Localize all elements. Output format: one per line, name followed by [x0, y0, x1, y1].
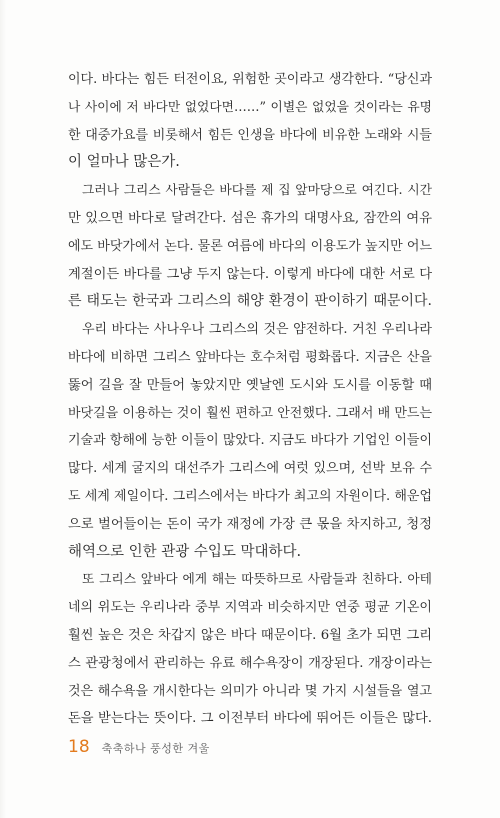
text-line-14: 기술과 항해에 능한 이들이 많았다. 지금도 바다가 기업인 이들이	[68, 433, 432, 449]
text-line-1: 이다. 바다는 힘든 터전이요, 위험한 곳이라고 생각한다. “당신과	[68, 72, 432, 87]
text-line-22: 스 관광청에서 관리하는 유료 해수욕장이 개장된다. 개장이라는	[68, 655, 432, 671]
body-text	[68, 66, 432, 733]
text-line-9: 른 태도는 한국과 그리스의 해양 환경이 판이하기 때문이다.	[68, 293, 432, 310]
text-line-19: 또 그리스 앞바다 에게 해는 따뜻하므로 사람들과 친하다. 아테	[82, 572, 432, 588]
text-line-5: 그러나 그리스 사람들은 바다를 제 집 앞마당으로 여긴다. 시간	[82, 183, 432, 199]
text-line-7: 에도 바닷가에서 논다. 물론 여름에 바다의 이용도가 높지만 어느	[68, 238, 432, 254]
text-line-24: 돈을 받는다는 뜻이다. 그 이전부터 바다에 뛰어든 이들은 많다.	[68, 711, 432, 727]
text-line-4: 이 얼마나 많은가.	[68, 154, 180, 171]
text-line-12: 뚫어 길을 잘 만들어 놓았지만 옛날엔 도시와 도시를 이동할 때	[68, 377, 432, 393]
text-line-20: 네의 위도는 우리나라 중부 지역과 비슷하지만 연중 평균 기온이	[68, 600, 432, 616]
page-footer	[68, 737, 210, 757]
text-line-17: 으로 벌어들이는 돈이 국가 재정에 가장 큰 몫을 차지하고, 청정	[68, 516, 432, 532]
text-line-15: 많다. 세계 굴지의 대선주가 그리스에 여럿 있으며, 선박 보유 수	[68, 461, 432, 477]
text-line-6: 만 있으면 바다로 달려간다. 섬은 휴가의 대명사요, 잠깐의 여유	[68, 210, 432, 226]
text-line-10: 우리 바다는 사나우나 그리스의 것은 얌전하다. 거친 우리나라	[82, 322, 432, 338]
text-line-8: 계절이든 바다를 그냥 두지 않는다. 이렇게 바다에 대한 서로 다	[68, 266, 432, 282]
text-line-23: 것은 해수욕을 개시한다는 의미가 아니라 몇 가지 시설들을 열고	[68, 683, 432, 699]
text-line-11: 바다에 비하면 그리스 앞바다는 호수처럼 평화롭다. 지금은 산을	[68, 349, 432, 365]
text-line-2: 나 사이에 저 바다만 없었다면……” 이별은 없었을 것이라는 유명	[68, 99, 432, 115]
page-number: 18	[68, 737, 90, 757]
page-gutter-shadow	[0, 0, 6, 818]
text-line-3: 한 대중가요를 비롯해서 힘든 인생을 바다에 비유한 노래와 시들	[68, 127, 432, 143]
text-line-18: 해역으로 인한 관광 수입도 막대하다.	[68, 543, 302, 560]
running-title: 축축하나 풍성한 겨울	[101, 742, 210, 755]
text-line-16: 도 세계 제일이다. 그리스에서는 바다가 최고의 자원이다. 해운업	[68, 488, 432, 504]
text-line-21: 훨씬 높은 것은 차갑지 않은 바다 때문이다. 6월 초가 되면 그리	[68, 627, 432, 643]
text-line-13: 바닷길을 이용하는 것이 훨씬 편하고 안전했다. 그래서 배 만드는	[68, 405, 432, 421]
